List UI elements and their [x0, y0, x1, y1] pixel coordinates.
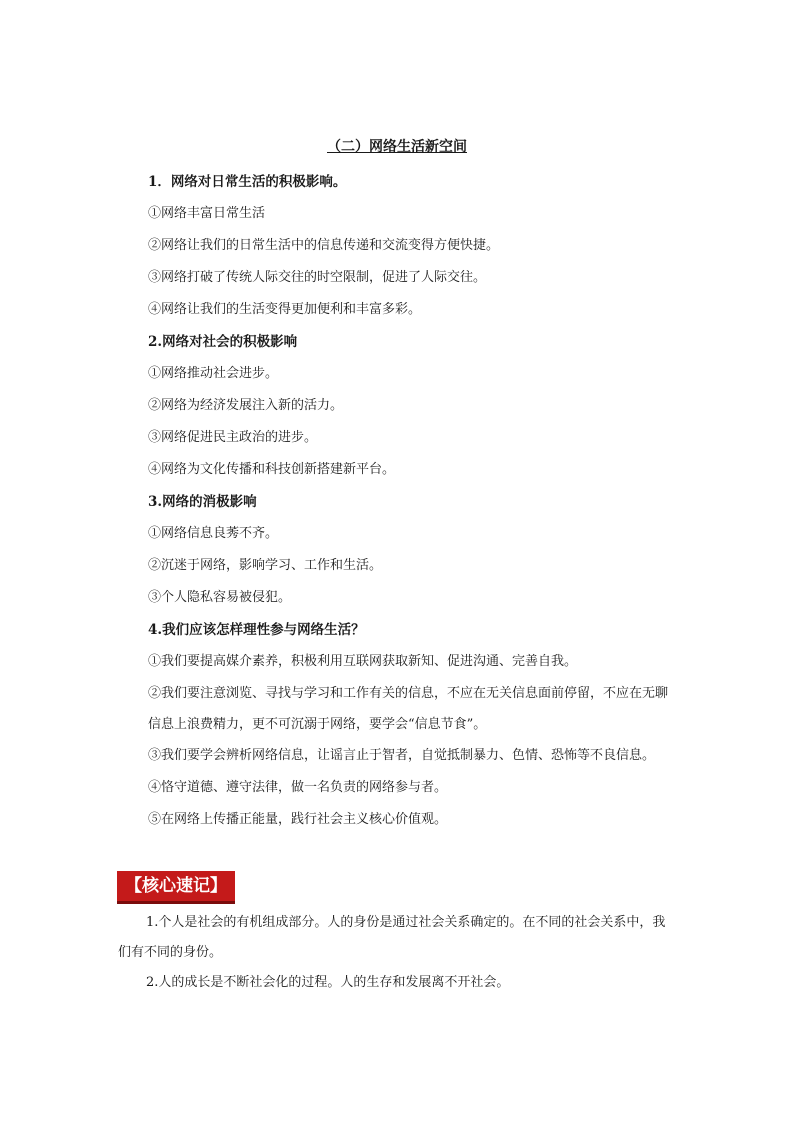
list-item: ②网络让我们的日常生活中的信息传递和交流变得方便快捷。	[148, 238, 500, 253]
list-item: ①网络推动社会进步。	[148, 366, 279, 381]
core-paragraph: 2.人的成长是不断社会化的过程。人的生存和发展离不开社会。	[146, 975, 510, 990]
content-body	[148, 166, 676, 836]
section-title: （二）网络生活新空间	[327, 139, 467, 155]
list-item: ②沉迷于网络，影响学习、工作和生活。	[148, 558, 383, 573]
heading-1: 1．网络对日常生活的积极影响。	[148, 174, 347, 190]
list-item: ④恪守道德、遵守法律，做一名负责的网络参与者。	[148, 780, 448, 795]
list-item: ⑤在网络上传播正能量，践行社会主义核心价值观。	[148, 812, 448, 827]
list-item: ②网络为经济发展注入新的活力。	[148, 398, 344, 413]
list-item: ④网络让我们的生活变得更加便利和丰富多彩。	[148, 302, 422, 317]
heading-4: 4.我们应该怎样理性参与网络生活？	[148, 622, 365, 638]
core-summary-badge: 【核心速记】	[117, 871, 235, 904]
heading-3: 3.网络的消极影响	[148, 494, 257, 510]
list-item: ③个人隐私容易被侵犯。	[148, 590, 292, 605]
list-item: ④网络为文化传播和科技创新搭建新平台。	[148, 462, 396, 477]
core-paragraph: 1.个人是社会的有机组成部分。人的身份是通过社会关系确定的。在不同的社会关系中，我们有不同的身份。	[118, 915, 666, 960]
heading-2: 2.网络对社会的积极影响	[148, 334, 298, 350]
list-item: ③网络促进民主政治的进步。	[148, 430, 318, 445]
core-summary	[118, 908, 678, 998]
list-item: ②我们要注意浏览、寻找与学习和工作有关的信息，不应在无关信息面前停留，不应在无聊信息上浪费精力，更不可沉溺于网络，要学会“信息节食”。	[148, 686, 669, 732]
list-item: ③我们要学会辨析网络信息，让谣言止于智者，自觉抵制暴力、色情、恐怖等不良信息。	[148, 748, 656, 763]
list-item: ①网络信息良莠不齐。	[148, 526, 279, 541]
list-item: ③网络打破了传统人际交往的时空限制，促进了人际交往。	[148, 270, 487, 285]
list-item: ①网络丰富日常生活	[148, 206, 266, 221]
list-item: ①我们要提高媒介素养，积极利用互联网获取新知、促进沟通、完善自我。	[148, 654, 578, 669]
